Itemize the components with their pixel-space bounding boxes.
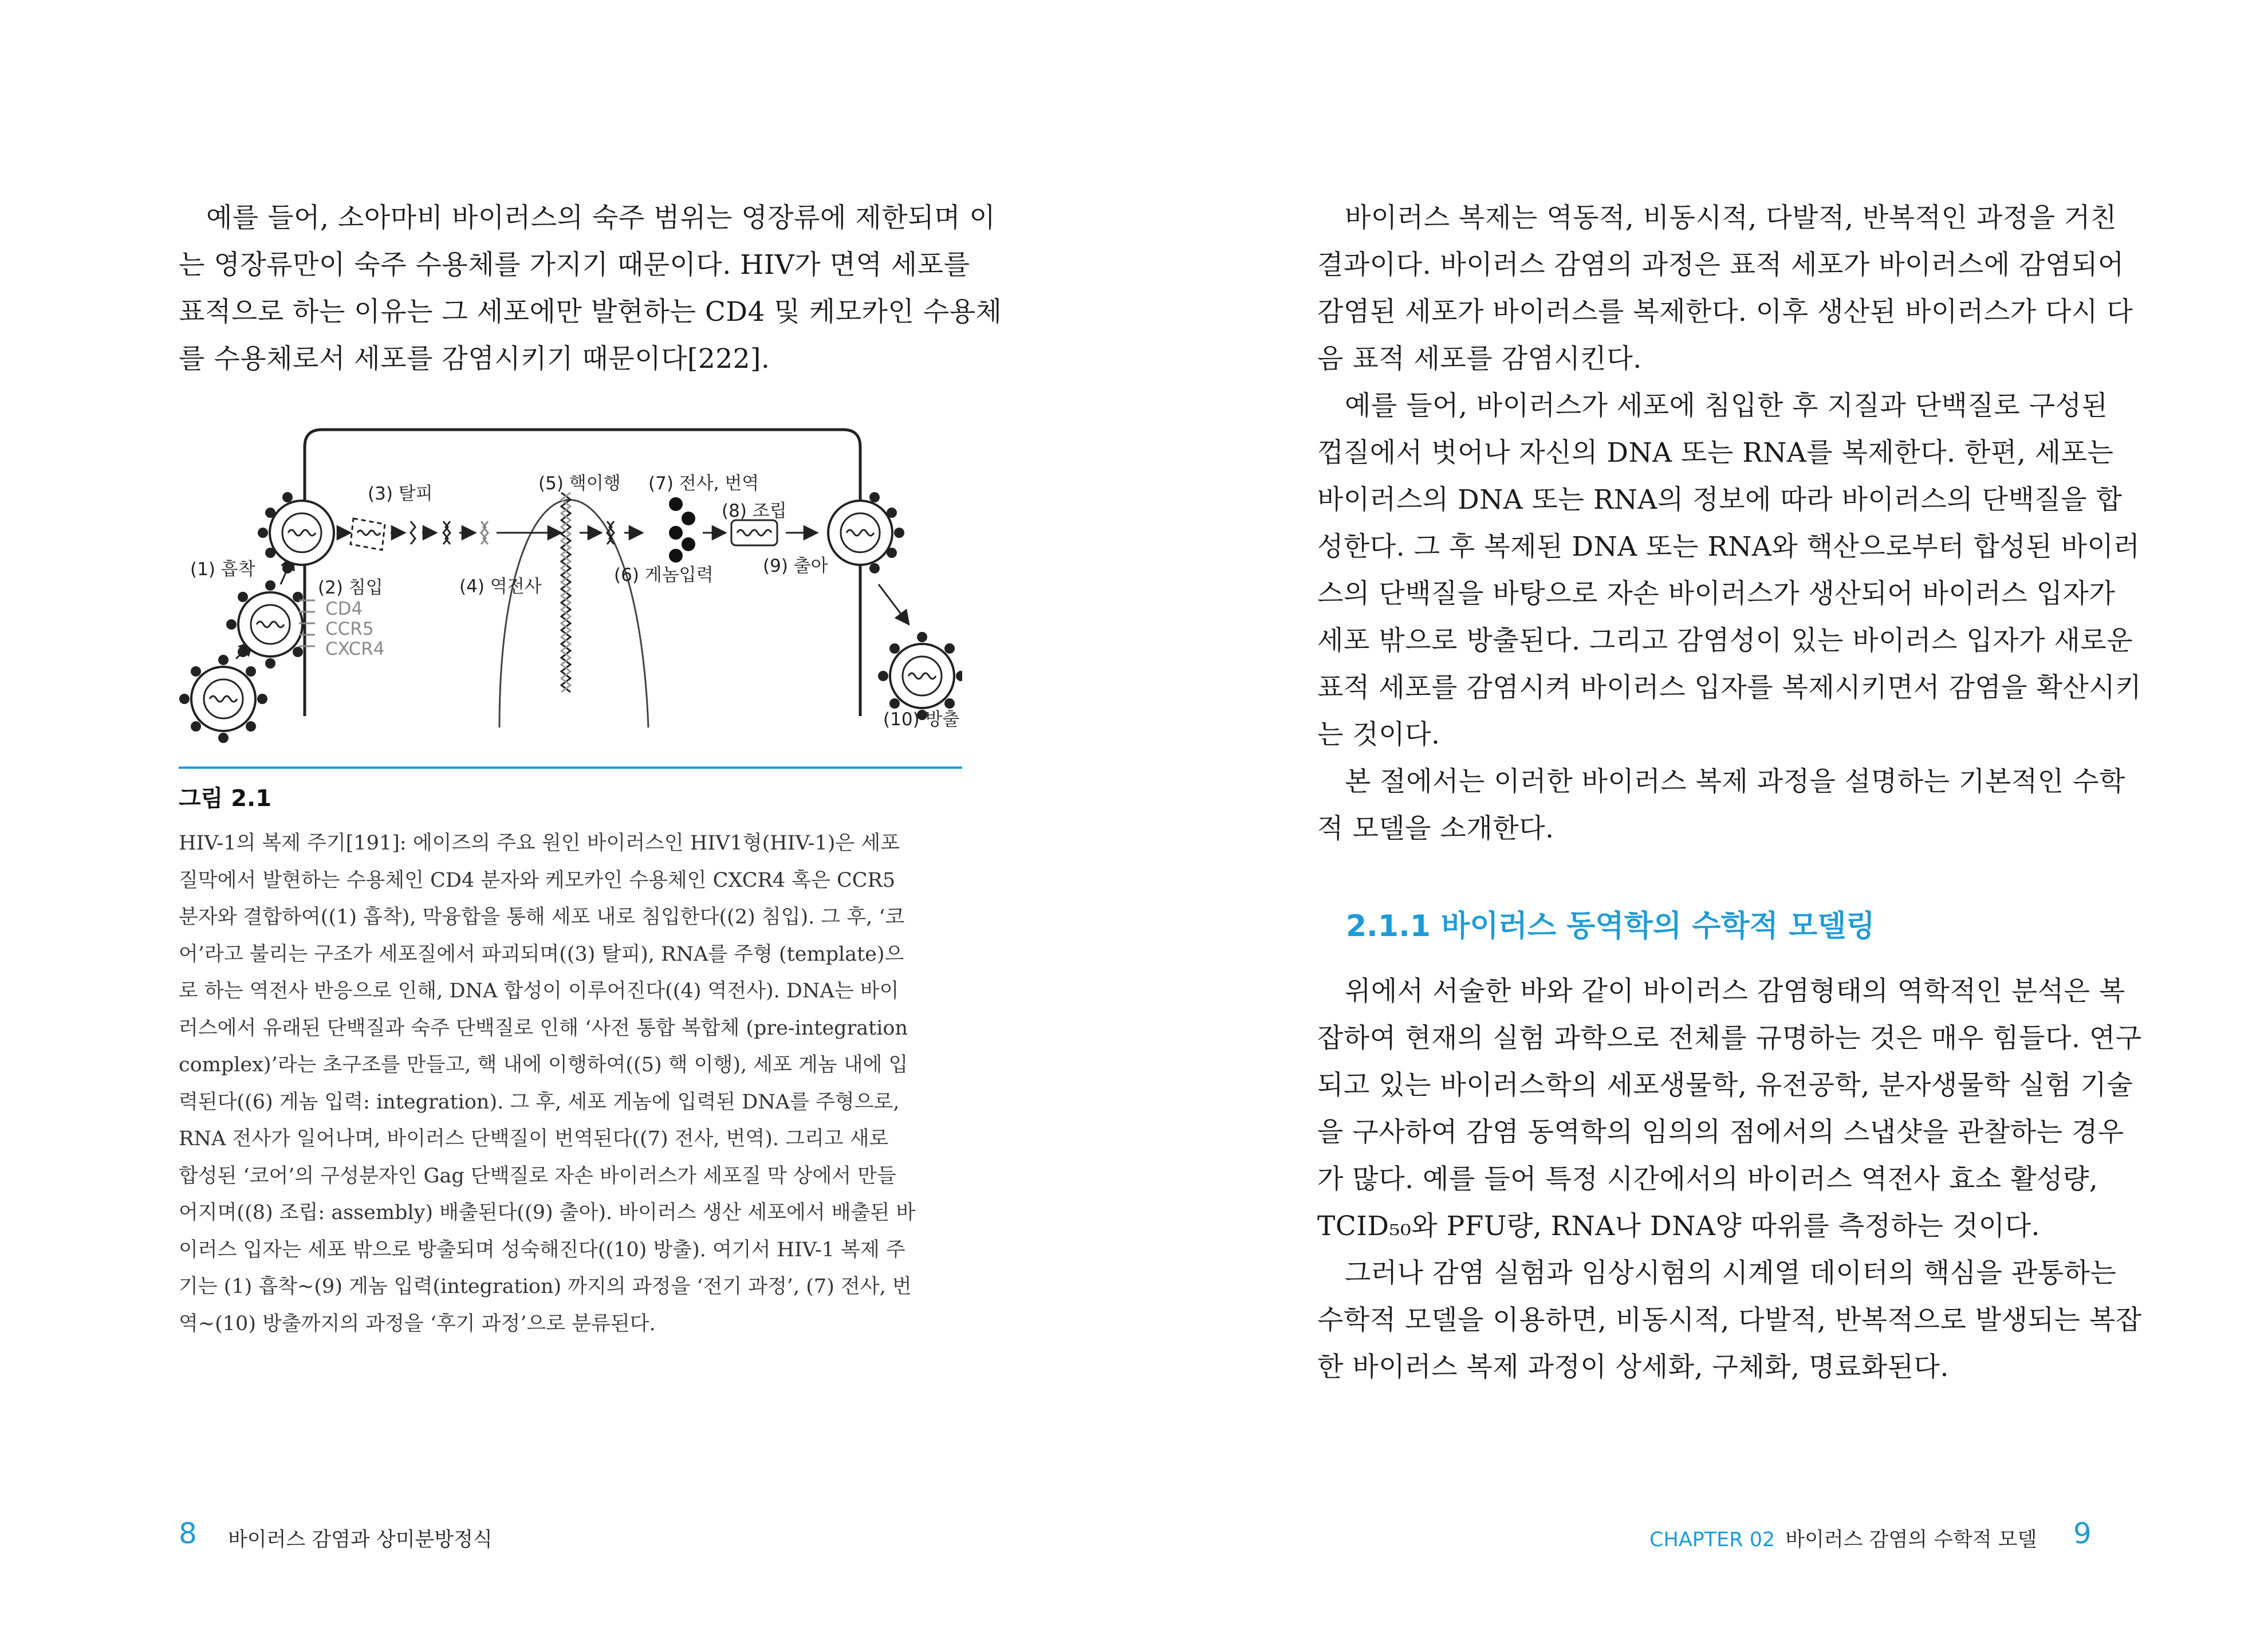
text-line: 표적으로 하는 이유는 그 세포에만 발현하는 CD4 및 케모카인 수용체 (179, 296, 1002, 328)
receptors-glyph (299, 600, 315, 646)
text-line: 성한다. 그 후 복제된 DNA 또는 RNA와 핵산으로부터 합성된 바이러 (1317, 531, 2140, 563)
right-page (1134, 0, 2268, 1647)
figure-title: 그림 2.1 (179, 785, 272, 812)
caption-line: HIV-1의 복제 주기[191]: 에이즈의 주요 원인 바이러스인 HIV1형(HIV-1)은 세포 (179, 832, 900, 855)
text-line: 그러나 감염 실험과 임상시험의 시계열 데이터의 핵심을 관통하는 (1345, 1257, 2117, 1289)
figure-caption (179, 825, 962, 1342)
paragraph-3 (1317, 758, 2125, 852)
section-heading: 2.1.1 바이러스 동역학의 수학적 모델링 (1346, 909, 1875, 944)
chapter-title: 바이러스 감염의 수학적 모델 (1785, 1528, 2037, 1551)
label-nuclear-import: (5) 핵이행 (538, 473, 621, 494)
intro-paragraph (179, 195, 1002, 383)
label-uncoating: (3) 탈피 (368, 484, 433, 504)
paragraph-5 (1317, 1250, 2142, 1391)
text-line: 예를 들어, 바이러스가 세포에 침입한 후 지질과 단백질로 구성된 (1345, 390, 2108, 422)
text-line: 스의 단백질을 바탕으로 자손 바이러스가 생산되어 바이러스 입자가 (1317, 578, 2116, 610)
label-receptor-cd4: CD4 (325, 599, 363, 619)
text-line: 위에서 서술한 바와 같이 바이러스 감염형태의 역학적인 분석은 복 (1345, 976, 2125, 1007)
text-line: 한 바이러스 복제 과정이 상세화, 구체화, 명료화된다. (1317, 1351, 1949, 1383)
text-line: 바이러스 복제는 역동적, 비동시적, 다발적, 반복적인 과정을 거친 (1345, 202, 2117, 234)
running-title (1649, 1524, 2037, 1552)
caption-line: complex)’라는 초구조를 만들고, 핵 내에 이행하여((5) 핵 이행), 세포 게놈 내에 입 (179, 1054, 908, 1076)
text-line: 를 수용체로서 세포를 감염시키기 때문이다[222]. (179, 343, 770, 375)
paragraph-1 (1317, 195, 2133, 383)
caption-line: 이러스 입자는 세포 밖으로 방출되며 성숙해진다((10) 방출). 여기서 HIV-1 복제 주 (179, 1238, 905, 1261)
caption-line: 역~(10) 방출까지의 과정을 ‘후기 과정’으로 분류된다. (179, 1312, 656, 1335)
text-line: 세포 밖으로 방출된다. 그리고 감염성이 있는 바이러스 입자가 새로운 (1317, 625, 2133, 657)
caption-line: 질막에서 발현하는 수용체인 CD4 분자와 케모카인 수용체인 CXCR4 혹은 CCR5 (179, 868, 896, 892)
text-line: 감염된 세포가 바이러스를 복제한다. 이후 생산된 바이러스가 다시 다 (1317, 296, 2133, 328)
label-adsorption: (1) 흡착 (190, 559, 255, 580)
text-line: 는 것이다. (1317, 719, 1440, 750)
text-line: 수학적 모델을 이용하면, 비동시적, 다발적, 반복적으로 발생되는 복잡 (1317, 1304, 2142, 1336)
label-integration: (6) 게놈입력 (614, 565, 714, 585)
caption-line: 분자와 결합하여((1) 흡착), 막융합을 통해 세포 내로 침입한다((2) 침입). 그 후, ‘코 (179, 906, 905, 929)
label-transcription-translation: (7) 전사, 번역 (648, 473, 759, 494)
caption-line: 기는 (1) 흡착~(9) 게놈 입력(integration) 까지의 과정을 ‘전기 과정’, (7) 전사, 번 (179, 1275, 912, 1298)
text-line: 표적 세포를 감염시켜 바이러스 입자를 복제시키면서 감염을 확산시키 (1317, 672, 2142, 703)
text-line: 잡하여 현재의 실험 과학으로 전체를 규명하는 것은 매우 힘들다. 연구 (1317, 1023, 2142, 1054)
label-reverse-transcription: (4) 역전사 (459, 576, 542, 597)
caption-line: RNA 전사가 일어나며, 바이러스 단백질이 번역된다((7) 전사, 번역). 그리고 새로 (179, 1127, 889, 1150)
label-assembly: (8) 조립 (722, 501, 787, 521)
text-line: 음 표적 세포를 감염시킨다. (1317, 343, 1642, 375)
figure-rule (179, 766, 962, 769)
paragraph-4 (1317, 968, 2142, 1250)
text-line: 되고 있는 바이러스학의 세포생물학, 유전공학, 분자생물학 실험 기술 (1317, 1070, 2133, 1101)
label-release: (10) 방출 (883, 709, 960, 730)
paragraph-2 (1317, 383, 2142, 758)
label-entry: (2) 침입 (318, 577, 383, 598)
nuclear-envelope (499, 500, 648, 728)
caption-line: 어’라고 불리는 구조가 세포질에서 파괴되며((3) 탈피), RNA를 주형 (template)으 (179, 942, 904, 966)
text-line: 본 절에서는 이러한 바이러스 복제 과정을 설명하는 기본적인 수학 (1345, 766, 2125, 797)
label-budding: (9) 출아 (763, 556, 828, 576)
virion-budding (828, 492, 904, 573)
label-receptor-cxcr4: CXCR4 (325, 639, 385, 659)
text-line: 가 많다. 예를 들어 특정 시간에서의 바이러스 역전사 효소 활성량, (1317, 1163, 2098, 1195)
virion-binding (226, 580, 303, 669)
label-receptor-ccr5: CCR5 (325, 619, 374, 639)
text-line: 바이러스의 DNA 또는 RNA의 정보에 따라 바이러스의 단백질을 합 (1317, 484, 2123, 516)
text-line: TCID₅₀와 PFU량, RNA나 DNA양 따위를 측정하는 것이다. (1317, 1210, 2040, 1242)
caption-line: 합성된 ‘코어’의 구성분자인 Gag 단백질로 자손 바이러스가 세포질 막 상에서 만들 (179, 1164, 896, 1188)
viral-proteins (669, 497, 695, 563)
caption-line: 어지며((8) 조립: assembly) 배출된다((9) 출아). 바이러스 생산 세포에서 배출된 바 (179, 1201, 916, 1224)
page-number: 9 (2073, 1517, 2092, 1550)
hiv-replication-diagram (179, 418, 962, 762)
chapter-label: CHAPTER 02 (1649, 1528, 1775, 1551)
virion-on-membrane (258, 492, 334, 573)
text-line: 을 구사하여 감염 동역학의 임의의 점에서의 스냅샷을 관찰하는 경우 (1317, 1117, 2124, 1148)
caption-line: 로 하는 역전사 반응으로 인해, DNA 합성이 이루어진다((4) 역전사). DNA는 바이 (179, 980, 899, 1003)
page-number: 8 (179, 1517, 197, 1550)
caption-line: 러스에서 유래된 단백질과 숙주 단백질로 인해 ‘사전 통합 복합체 (pre-integration (179, 1016, 908, 1040)
caption-line: 력된다((6) 게놈 입력: integration). 그 후, 세포 게놈에 입력된 DNA를 주형으로, (179, 1090, 900, 1114)
text-line: 껍질에서 벗어나 자신의 DNA 또는 RNA를 복제한다. 한편, 세포는 (1317, 437, 2114, 469)
text-line: 는 영장류만이 숙주 수용체를 가지기 때문이다. HIV가 면역 세포를 (179, 249, 970, 281)
text-line: 예를 들어, 소아마비 바이러스의 숙주 범위는 영장류에 제한되며 이 (206, 202, 996, 234)
virion-incoming (179, 655, 267, 743)
text-line: 적 모델을 소개한다. (1317, 813, 1554, 844)
running-title: 바이러스 감염과 상미분방정식 (228, 1528, 493, 1551)
text-line: 결과이다. 바이러스 감염의 과정은 표적 세포가 바이러스에 감염되어 (1317, 249, 2124, 281)
